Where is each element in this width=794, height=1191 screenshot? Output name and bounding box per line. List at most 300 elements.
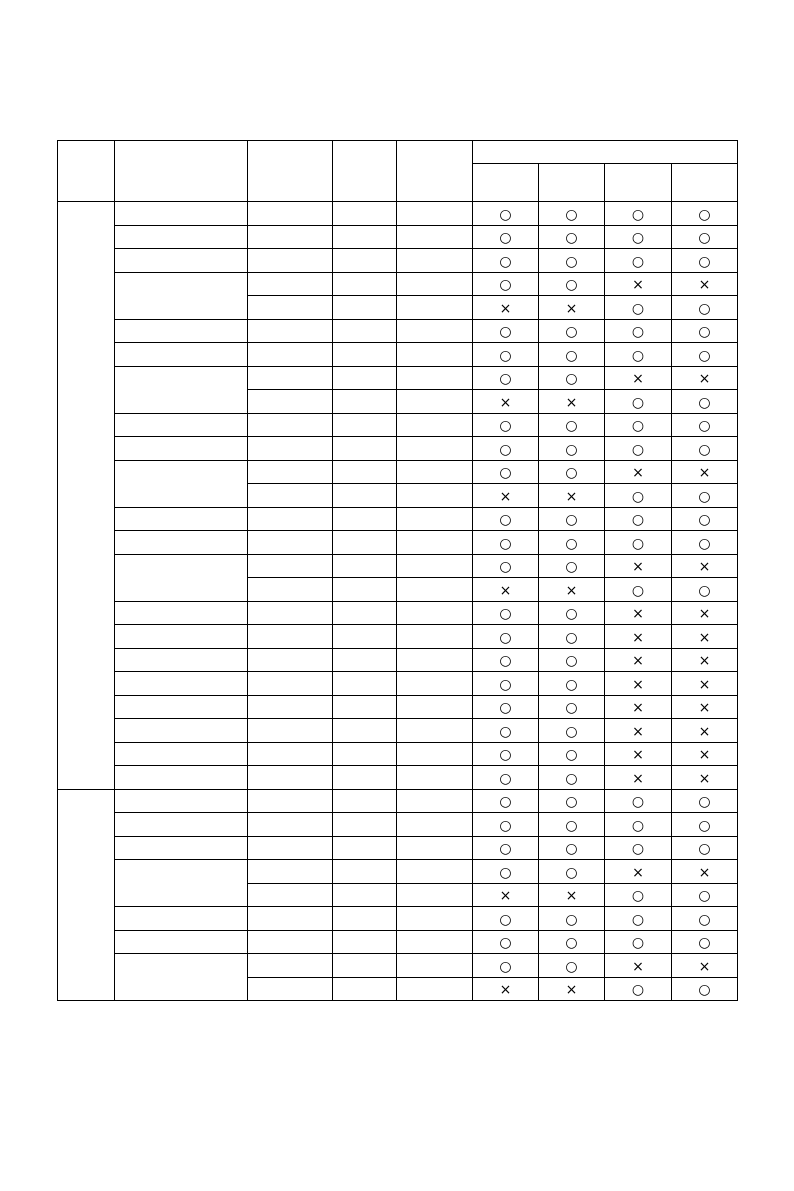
blank-cell bbox=[397, 836, 473, 860]
blank-cell bbox=[248, 601, 333, 625]
support-cell bbox=[672, 860, 738, 884]
support-cell bbox=[672, 578, 738, 602]
support-mark: × bbox=[698, 958, 711, 975]
support-mark: ○ bbox=[499, 817, 512, 834]
support-mark: ○ bbox=[565, 253, 578, 270]
support-mark: ○ bbox=[565, 535, 578, 552]
support-mark: ○ bbox=[698, 911, 711, 928]
support-cell bbox=[539, 883, 605, 907]
support-cell bbox=[672, 977, 738, 1001]
support-cell bbox=[605, 836, 672, 860]
item-cell bbox=[115, 813, 248, 837]
support-mark: ○ bbox=[499, 347, 512, 364]
support-mark: ○ bbox=[499, 911, 512, 928]
blank-cell bbox=[248, 648, 333, 672]
blank-cell bbox=[248, 484, 333, 508]
support-cell bbox=[605, 507, 672, 531]
support-mark: ○ bbox=[631, 817, 645, 834]
support-mark: ○ bbox=[565, 723, 578, 740]
support-cell bbox=[672, 507, 738, 531]
support-mark: ○ bbox=[499, 230, 512, 247]
support-cell bbox=[672, 930, 738, 954]
support-mark: ○ bbox=[631, 911, 645, 928]
support-cell bbox=[539, 413, 605, 437]
support-cell bbox=[672, 296, 738, 320]
blank-cell bbox=[397, 249, 473, 273]
support-mark: ○ bbox=[631, 441, 645, 458]
support-mark: ○ bbox=[565, 371, 578, 388]
support-mark: ○ bbox=[499, 770, 512, 787]
support-cell bbox=[605, 860, 672, 884]
support-cell bbox=[672, 813, 738, 837]
table-row bbox=[58, 625, 738, 649]
blank-cell bbox=[397, 977, 473, 1001]
support-cell bbox=[539, 272, 605, 296]
table-row bbox=[58, 954, 738, 978]
support-mark: × bbox=[565, 488, 578, 505]
blank-cell bbox=[333, 766, 397, 790]
support-mark: × bbox=[565, 394, 578, 411]
support-mark: ○ bbox=[631, 841, 645, 858]
table-row bbox=[58, 695, 738, 719]
support-mark: ○ bbox=[565, 465, 578, 482]
support-mark: ○ bbox=[631, 394, 645, 411]
support-mark: ○ bbox=[565, 230, 578, 247]
support-mark: ○ bbox=[565, 864, 578, 881]
header-cell-sub-item bbox=[248, 141, 333, 202]
support-mark: ○ bbox=[565, 700, 578, 717]
blank-cell bbox=[397, 954, 473, 978]
table-row bbox=[58, 437, 738, 461]
support-mark: × bbox=[632, 958, 644, 975]
table-row bbox=[58, 507, 738, 531]
support-mark: ○ bbox=[565, 559, 578, 576]
blank-cell bbox=[397, 319, 473, 343]
support-mark: ○ bbox=[499, 253, 512, 270]
support-mark: ○ bbox=[565, 653, 578, 670]
table-row bbox=[58, 343, 738, 367]
support-mark: ○ bbox=[698, 230, 711, 247]
support-cell bbox=[605, 343, 672, 367]
blank-cell bbox=[248, 507, 333, 531]
blank-cell bbox=[397, 225, 473, 249]
blank-cell bbox=[333, 625, 397, 649]
support-cell bbox=[605, 695, 672, 719]
header-cell-group bbox=[58, 141, 115, 202]
support-cell bbox=[605, 366, 672, 390]
support-cell bbox=[672, 413, 738, 437]
support-mark: × bbox=[565, 582, 578, 599]
support-cell bbox=[539, 390, 605, 414]
blank-cell bbox=[248, 789, 333, 813]
group-cell bbox=[58, 789, 115, 1001]
support-cell bbox=[605, 390, 672, 414]
support-cell bbox=[672, 789, 738, 813]
support-mark: ○ bbox=[499, 606, 512, 623]
support-mark: ○ bbox=[565, 958, 578, 975]
blank-cell bbox=[397, 507, 473, 531]
blank-cell bbox=[248, 272, 333, 296]
blank-cell bbox=[333, 413, 397, 437]
support-cell bbox=[473, 272, 539, 296]
item-cell bbox=[115, 460, 248, 507]
support-mark: × bbox=[632, 371, 644, 388]
support-cell bbox=[473, 789, 539, 813]
table-row bbox=[58, 930, 738, 954]
support-mark: ○ bbox=[631, 794, 645, 811]
compatibility-table bbox=[57, 140, 738, 1001]
support-cell bbox=[605, 296, 672, 320]
support-mark: ○ bbox=[698, 441, 711, 458]
support-mark: × bbox=[565, 982, 578, 999]
blank-cell bbox=[248, 977, 333, 1001]
support-cell bbox=[605, 907, 672, 931]
support-cell bbox=[539, 319, 605, 343]
support-mark: ○ bbox=[499, 465, 512, 482]
table-row bbox=[58, 413, 738, 437]
item-cell bbox=[115, 225, 248, 249]
blank-cell bbox=[397, 695, 473, 719]
blank-cell bbox=[333, 225, 397, 249]
support-cell bbox=[605, 648, 672, 672]
support-cell bbox=[672, 249, 738, 273]
support-mark: × bbox=[632, 723, 644, 740]
support-cell bbox=[473, 860, 539, 884]
support-mark: × bbox=[698, 629, 711, 646]
blank-cell bbox=[397, 390, 473, 414]
blank-cell bbox=[248, 554, 333, 578]
support-mark: × bbox=[632, 653, 644, 670]
blank-cell bbox=[333, 554, 397, 578]
support-cell bbox=[605, 954, 672, 978]
support-cell bbox=[672, 531, 738, 555]
support-mark: × bbox=[698, 653, 711, 670]
blank-cell bbox=[248, 625, 333, 649]
support-cell bbox=[539, 296, 605, 320]
blank-cell bbox=[333, 296, 397, 320]
blank-cell bbox=[397, 860, 473, 884]
blank-cell bbox=[248, 249, 333, 273]
support-cell bbox=[605, 225, 672, 249]
table-body bbox=[58, 202, 738, 1001]
support-cell bbox=[539, 672, 605, 696]
blank-cell bbox=[397, 437, 473, 461]
item-cell bbox=[115, 789, 248, 813]
item-cell bbox=[115, 413, 248, 437]
support-cell bbox=[605, 742, 672, 766]
support-cell bbox=[605, 977, 672, 1001]
support-cell bbox=[672, 648, 738, 672]
support-cell bbox=[605, 484, 672, 508]
blank-cell bbox=[333, 366, 397, 390]
support-mark: ○ bbox=[698, 794, 711, 811]
support-cell bbox=[605, 883, 672, 907]
support-cell bbox=[672, 343, 738, 367]
item-cell bbox=[115, 625, 248, 649]
table-row bbox=[58, 648, 738, 672]
support-cell bbox=[672, 625, 738, 649]
support-cell bbox=[539, 202, 605, 226]
blank-cell bbox=[397, 789, 473, 813]
support-mark: ○ bbox=[698, 982, 711, 999]
support-cell bbox=[473, 390, 539, 414]
support-mark: ○ bbox=[631, 488, 645, 505]
table-row bbox=[58, 907, 738, 931]
support-mark: × bbox=[698, 676, 711, 693]
support-mark: ○ bbox=[565, 676, 578, 693]
blank-cell bbox=[397, 648, 473, 672]
table-row bbox=[58, 836, 738, 860]
support-mark: ○ bbox=[499, 958, 512, 975]
support-mark: ○ bbox=[631, 935, 645, 952]
item-cell bbox=[115, 507, 248, 531]
blank-cell bbox=[248, 460, 333, 484]
blank-cell bbox=[397, 296, 473, 320]
support-mark: ○ bbox=[631, 582, 645, 599]
blank-cell bbox=[397, 578, 473, 602]
support-mark: × bbox=[632, 864, 644, 881]
support-mark: ○ bbox=[565, 512, 578, 529]
support-mark: ○ bbox=[565, 629, 578, 646]
support-cell bbox=[672, 460, 738, 484]
item-cell bbox=[115, 672, 248, 696]
item-cell bbox=[115, 554, 248, 601]
support-cell bbox=[539, 531, 605, 555]
support-cell bbox=[605, 766, 672, 790]
table-row bbox=[58, 366, 738, 390]
support-cell bbox=[539, 813, 605, 837]
support-mark: ○ bbox=[631, 418, 645, 435]
blank-cell bbox=[333, 789, 397, 813]
support-cell bbox=[539, 719, 605, 743]
support-mark: ○ bbox=[565, 841, 578, 858]
support-mark: ○ bbox=[499, 794, 512, 811]
support-mark: × bbox=[632, 606, 644, 623]
blank-cell bbox=[333, 437, 397, 461]
support-mark: × bbox=[565, 888, 578, 905]
support-mark: × bbox=[698, 559, 711, 576]
support-mark: ○ bbox=[698, 206, 711, 223]
support-mark: ○ bbox=[631, 347, 645, 364]
item-cell bbox=[115, 648, 248, 672]
support-cell bbox=[605, 531, 672, 555]
blank-cell bbox=[397, 766, 473, 790]
blank-cell bbox=[333, 672, 397, 696]
support-cell bbox=[605, 460, 672, 484]
support-mark: ○ bbox=[698, 300, 711, 317]
table-row bbox=[58, 742, 738, 766]
item-cell bbox=[115, 766, 248, 790]
support-cell bbox=[473, 484, 539, 508]
support-cell bbox=[473, 625, 539, 649]
support-mark: × bbox=[499, 394, 512, 411]
blank-cell bbox=[248, 202, 333, 226]
support-mark: × bbox=[632, 465, 644, 482]
support-mark: ○ bbox=[499, 512, 512, 529]
support-cell bbox=[672, 766, 738, 790]
support-cell bbox=[605, 813, 672, 837]
support-cell bbox=[672, 954, 738, 978]
support-mark: × bbox=[698, 465, 711, 482]
support-mark: ○ bbox=[565, 418, 578, 435]
support-cell bbox=[473, 695, 539, 719]
blank-cell bbox=[248, 860, 333, 884]
table-row bbox=[58, 766, 738, 790]
support-cell bbox=[539, 860, 605, 884]
support-cell bbox=[473, 225, 539, 249]
support-cell bbox=[605, 437, 672, 461]
blank-cell bbox=[333, 836, 397, 860]
table-row bbox=[58, 813, 738, 837]
blank-cell bbox=[333, 977, 397, 1001]
header-cell-support-2 bbox=[539, 164, 605, 202]
blank-cell bbox=[333, 202, 397, 226]
support-cell bbox=[672, 319, 738, 343]
support-cell bbox=[672, 202, 738, 226]
blank-cell bbox=[248, 296, 333, 320]
blank-cell bbox=[397, 343, 473, 367]
support-cell bbox=[539, 695, 605, 719]
blank-cell bbox=[248, 930, 333, 954]
blank-cell bbox=[248, 719, 333, 743]
support-cell bbox=[473, 319, 539, 343]
support-cell bbox=[539, 625, 605, 649]
item-cell bbox=[115, 695, 248, 719]
blank-cell bbox=[333, 343, 397, 367]
blank-cell bbox=[248, 225, 333, 249]
support-cell bbox=[539, 907, 605, 931]
support-mark: ○ bbox=[499, 324, 512, 341]
blank-cell bbox=[397, 484, 473, 508]
support-cell bbox=[672, 390, 738, 414]
support-cell bbox=[539, 366, 605, 390]
support-mark: × bbox=[698, 747, 711, 764]
support-cell bbox=[672, 484, 738, 508]
support-mark: ○ bbox=[698, 324, 711, 341]
support-cell bbox=[473, 954, 539, 978]
support-cell bbox=[473, 531, 539, 555]
support-mark: × bbox=[565, 300, 578, 317]
table-row bbox=[58, 601, 738, 625]
support-mark: ○ bbox=[631, 230, 645, 247]
support-mark: × bbox=[632, 770, 644, 787]
support-cell bbox=[473, 343, 539, 367]
support-mark: × bbox=[698, 371, 711, 388]
item-cell bbox=[115, 601, 248, 625]
support-mark: ○ bbox=[499, 841, 512, 858]
blank-cell bbox=[248, 413, 333, 437]
table-row bbox=[58, 860, 738, 884]
support-cell bbox=[605, 672, 672, 696]
support-mark: ○ bbox=[698, 512, 711, 529]
support-mark: ○ bbox=[565, 817, 578, 834]
support-mark: × bbox=[632, 629, 644, 646]
support-mark: ○ bbox=[631, 324, 645, 341]
support-mark: × bbox=[698, 770, 711, 787]
support-cell bbox=[539, 437, 605, 461]
blank-cell bbox=[333, 648, 397, 672]
support-mark: × bbox=[499, 888, 512, 905]
support-cell bbox=[473, 202, 539, 226]
blank-cell bbox=[333, 954, 397, 978]
support-cell bbox=[605, 930, 672, 954]
blank-cell bbox=[333, 742, 397, 766]
support-cell bbox=[473, 836, 539, 860]
support-mark: ○ bbox=[499, 535, 512, 552]
support-mark: ○ bbox=[499, 629, 512, 646]
table-row bbox=[58, 672, 738, 696]
support-cell bbox=[539, 578, 605, 602]
blank-cell bbox=[333, 484, 397, 508]
support-cell bbox=[605, 554, 672, 578]
blank-cell bbox=[397, 531, 473, 555]
support-cell bbox=[672, 695, 738, 719]
blank-cell bbox=[248, 319, 333, 343]
support-mark: ○ bbox=[499, 723, 512, 740]
support-cell bbox=[539, 977, 605, 1001]
item-cell bbox=[115, 202, 248, 226]
support-cell bbox=[672, 366, 738, 390]
blank-cell bbox=[333, 907, 397, 931]
support-mark: ○ bbox=[565, 347, 578, 364]
support-cell bbox=[672, 742, 738, 766]
support-mark: ○ bbox=[499, 676, 512, 693]
blank-cell bbox=[248, 883, 333, 907]
support-mark: ○ bbox=[631, 512, 645, 529]
table-row bbox=[58, 460, 738, 484]
support-cell bbox=[672, 272, 738, 296]
support-cell bbox=[539, 789, 605, 813]
support-mark: × bbox=[632, 747, 644, 764]
support-mark: ○ bbox=[565, 935, 578, 952]
blank-cell bbox=[397, 907, 473, 931]
blank-cell bbox=[333, 319, 397, 343]
group-cell bbox=[58, 202, 115, 790]
support-mark: × bbox=[632, 277, 644, 294]
support-mark: ○ bbox=[499, 747, 512, 764]
blank-cell bbox=[397, 601, 473, 625]
support-mark: ○ bbox=[499, 653, 512, 670]
blank-cell bbox=[397, 930, 473, 954]
support-cell bbox=[672, 437, 738, 461]
support-mark: ○ bbox=[565, 606, 578, 623]
support-cell bbox=[605, 413, 672, 437]
blank-cell bbox=[333, 883, 397, 907]
support-cell bbox=[539, 554, 605, 578]
support-cell bbox=[672, 554, 738, 578]
support-cell bbox=[672, 883, 738, 907]
support-cell bbox=[605, 272, 672, 296]
support-mark: ○ bbox=[499, 277, 512, 294]
blank-cell bbox=[333, 813, 397, 837]
support-mark: ○ bbox=[698, 817, 711, 834]
blank-cell bbox=[248, 813, 333, 837]
support-cell bbox=[473, 742, 539, 766]
support-mark: ○ bbox=[631, 982, 645, 999]
support-cell bbox=[539, 930, 605, 954]
item-cell bbox=[115, 930, 248, 954]
blank-cell bbox=[248, 366, 333, 390]
blank-cell bbox=[397, 672, 473, 696]
support-cell bbox=[672, 907, 738, 931]
header-cell-support-group bbox=[473, 141, 738, 164]
support-cell bbox=[672, 672, 738, 696]
support-cell bbox=[473, 460, 539, 484]
support-mark: × bbox=[632, 676, 644, 693]
support-mark: × bbox=[698, 723, 711, 740]
support-cell bbox=[672, 836, 738, 860]
blank-cell bbox=[333, 531, 397, 555]
